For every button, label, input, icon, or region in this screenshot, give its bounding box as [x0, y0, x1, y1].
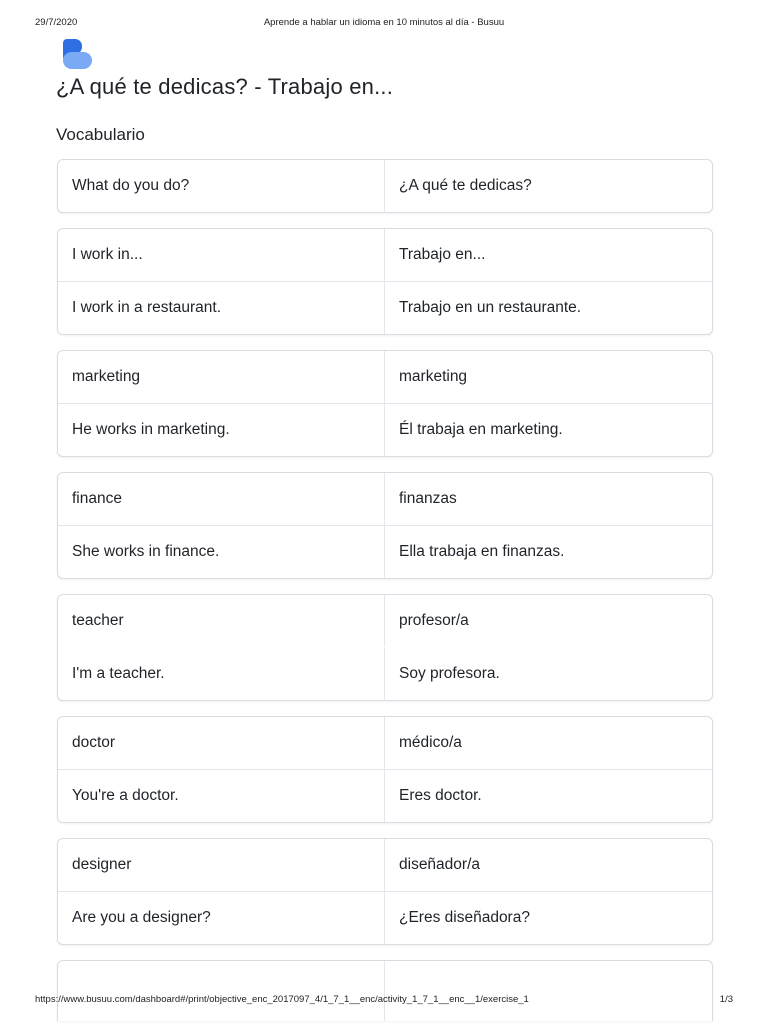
- english-word: I work in...: [58, 229, 385, 281]
- print-footer: [0, 994, 768, 1008]
- spanish-example: ¿Eres diseñadora?: [399, 909, 530, 926]
- vocab-card: [57, 716, 713, 823]
- spanish-word: profesor/a: [399, 612, 469, 629]
- spanish-example: Él trabaja en marketing.: [399, 421, 563, 438]
- print-url: https://www.busuu.com/dashboard#/print/objective_enc_2017097_4/1_7_1__enc/activity_1_7_1__enc__1/exercise_1: [35, 994, 529, 1005]
- vocab-row: [58, 769, 712, 822]
- english-example: He works in marketing.: [58, 404, 385, 456]
- english-phrase: What do you do?: [58, 160, 385, 212]
- print-header: [0, 17, 768, 31]
- spanish-word: Trabajo en...: [399, 246, 486, 263]
- spanish-word: finanzas: [399, 490, 457, 507]
- english-word: designer: [58, 839, 385, 891]
- english-example: Are you a designer?: [58, 892, 385, 944]
- vocab-row: [58, 525, 712, 578]
- vocab-card: [57, 838, 713, 945]
- english-word: [58, 961, 385, 1021]
- spanish-phrase: ¿A qué te dedicas?: [399, 177, 532, 194]
- spanish-word: médico/a: [399, 734, 462, 751]
- english-word: finance: [58, 473, 385, 525]
- page-title: ¿A qué te dedicas? - Trabajo en...: [56, 74, 394, 99]
- english-example: I work in a restaurant.: [58, 282, 385, 334]
- vocab-card: [57, 472, 713, 579]
- vocab-row: [58, 473, 712, 525]
- print-page-title: Aprende a hablar un idioma en 10 minutos al día - Busuu: [263, 17, 505, 28]
- vocab-row: [58, 595, 712, 647]
- spanish-example: Trabajo en un restaurante.: [399, 299, 582, 316]
- vocab-row: [58, 891, 712, 944]
- spanish-example: Ella trabaja en finanzas.: [399, 543, 565, 560]
- english-example: I'm a teacher.: [58, 648, 385, 700]
- vocab-card: [57, 594, 713, 701]
- vocab-row: [58, 160, 712, 212]
- vocab-row: [58, 839, 712, 891]
- spanish-example: Soy profesora.: [399, 665, 500, 682]
- vocab-row: [58, 281, 712, 334]
- spanish-word: marketing: [399, 368, 468, 385]
- vocab-row: [58, 961, 712, 1021]
- vocab-row: [58, 229, 712, 281]
- vocab-card: [57, 228, 713, 335]
- vocab-row: [58, 647, 712, 700]
- english-word: teacher: [58, 595, 385, 647]
- print-date: 29/7/2020: [35, 17, 78, 28]
- spanish-example: Eres doctor.: [399, 787, 482, 804]
- busuu-logo-icon: [61, 38, 93, 70]
- vocab-card: [57, 350, 713, 457]
- english-example: She works in finance.: [58, 526, 385, 578]
- english-word: marketing: [58, 351, 385, 403]
- spanish-word: [385, 961, 712, 1021]
- page-number: 1/3: [719, 994, 733, 1005]
- vocab-card: [57, 159, 713, 213]
- spanish-word: diseñador/a: [399, 856, 481, 873]
- vocabulary-list: [57, 159, 713, 1036]
- vocab-row: [58, 403, 712, 456]
- english-example: You're a doctor.: [58, 770, 385, 822]
- vocab-row: [58, 351, 712, 403]
- english-word: doctor: [58, 717, 385, 769]
- section-title: Vocabulario: [56, 125, 145, 144]
- vocab-row: [58, 717, 712, 769]
- vocab-card-partial: [57, 960, 713, 1021]
